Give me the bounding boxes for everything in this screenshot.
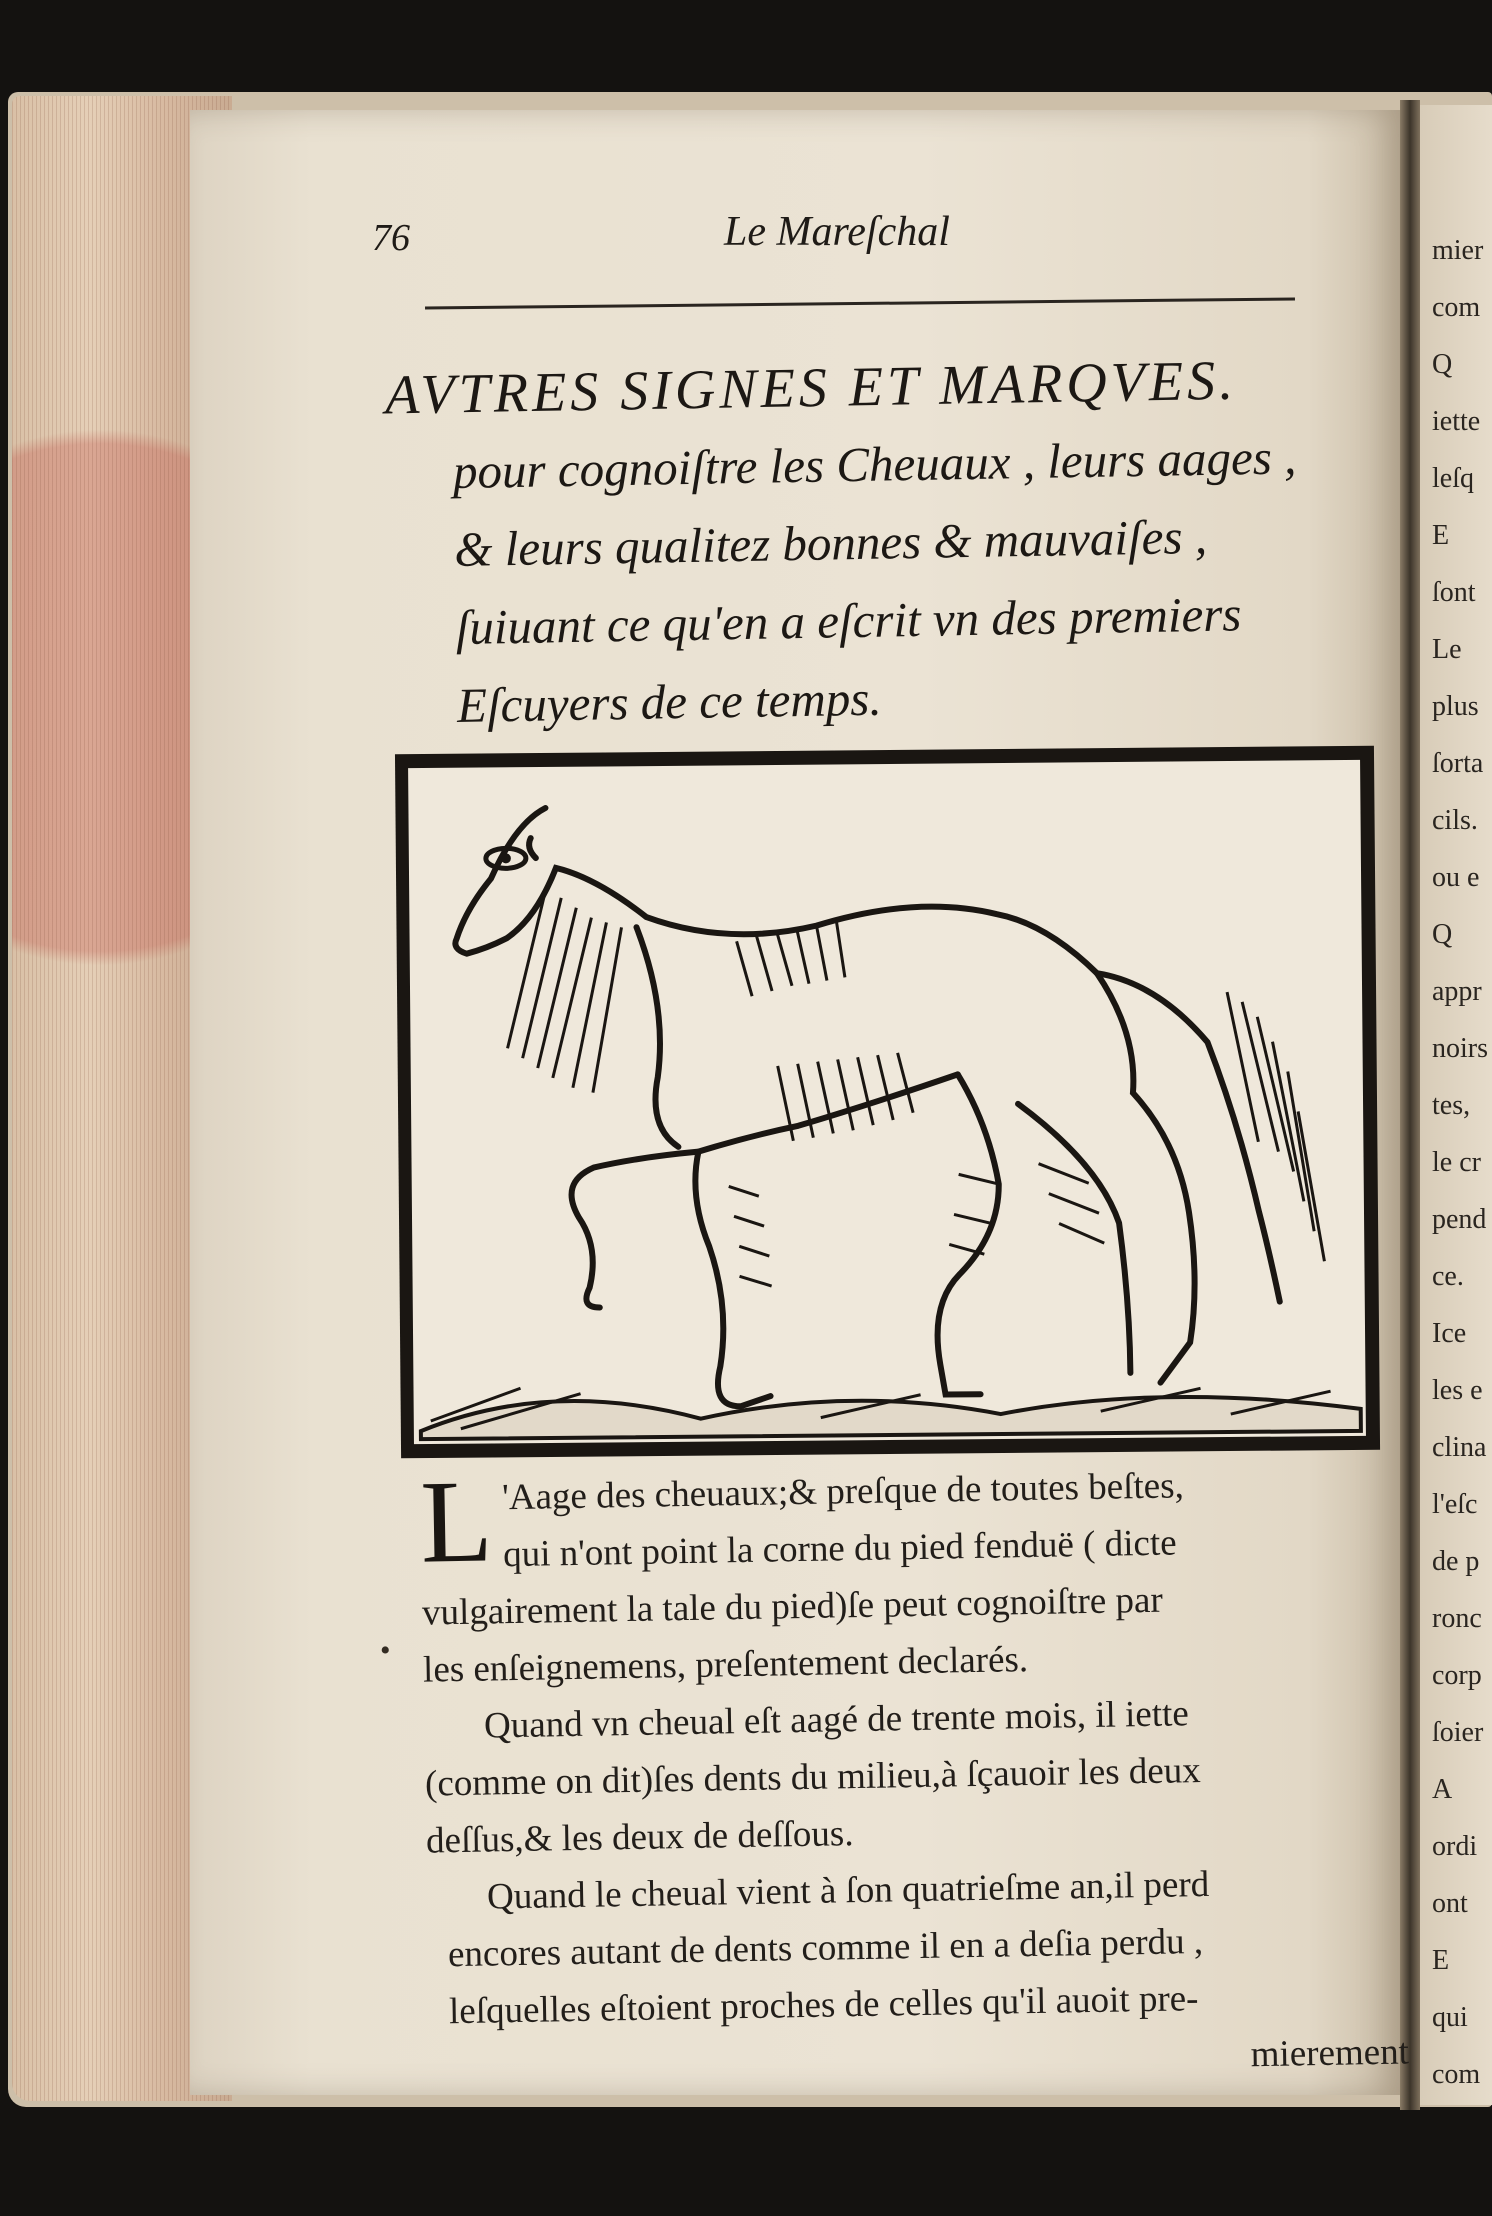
facing-page-fragment: les e bbox=[1432, 1375, 1483, 1406]
facing-page-fragment: ont bbox=[1432, 1888, 1468, 1919]
facing-page-fragment: ſoier bbox=[1432, 1717, 1484, 1748]
facing-page-fragment: A bbox=[1432, 1774, 1453, 1805]
text-line: encores autant de dents comme il en a deſia perdu , bbox=[447, 1921, 1204, 1976]
catchword: mierement bbox=[1250, 2031, 1410, 2076]
facing-page-fragment: mier bbox=[1432, 235, 1484, 266]
facing-page-fragment: pend bbox=[1432, 1204, 1487, 1235]
facing-page-fragment: Le bbox=[1432, 634, 1462, 665]
running-head bbox=[372, 208, 1272, 268]
facing-page-fragment: com bbox=[1432, 2059, 1481, 2090]
facing-page-fragment: E bbox=[1432, 1945, 1450, 1976]
facing-page-fragment: ſont bbox=[1432, 577, 1476, 608]
horse-woodcut-illustration bbox=[395, 741, 1383, 1460]
text-line: qui n'ont point la corne du pied fenduë ( dicte bbox=[502, 1522, 1177, 1576]
facing-page-fragment: tes, bbox=[1432, 1090, 1471, 1121]
facing-page-fragment: E bbox=[1432, 520, 1450, 551]
subheading-line: ſuiuant ce qu'en a eſcrit vn des premiers bbox=[455, 586, 1242, 656]
facing-page bbox=[1420, 105, 1492, 2105]
page-number: 76 bbox=[372, 217, 410, 259]
text-line: (comme on dit)ſes dents du milieu,à ſçauoir les deux bbox=[424, 1750, 1202, 1805]
facing-page-fragment: corp bbox=[1432, 1660, 1482, 1691]
facing-page-fragment: leſq bbox=[1432, 463, 1474, 494]
section-heading: AVTRES SIGNES ET MARQVES. bbox=[384, 349, 1238, 427]
subheading-line: & leurs qualitez bonnes & mauvaiſes , bbox=[453, 508, 1208, 578]
facing-page-fragment: plus bbox=[1432, 691, 1479, 722]
facing-page-fragment: com bbox=[1432, 292, 1481, 323]
text-line: deſſus,& les deux de deſſous. bbox=[425, 1813, 854, 1862]
drop-cap: L bbox=[419, 1455, 494, 1588]
facing-page-fragment: qui bbox=[1432, 2002, 1468, 2033]
body-text bbox=[420, 1453, 1416, 2097]
facing-page-fragment: de p bbox=[1432, 1546, 1480, 1577]
facing-page-fragment: ordi bbox=[1432, 1831, 1478, 1862]
subheading-line: pour cognoiſtre les Cheuaux , leurs aages , bbox=[452, 429, 1297, 500]
facing-page-fragment: Ice bbox=[1432, 1318, 1467, 1349]
facing-page-fragment: iette bbox=[1432, 406, 1481, 437]
facing-page-fragment: ou e bbox=[1432, 862, 1480, 893]
facing-page-fragment: cils. bbox=[1432, 805, 1478, 836]
text-line: leſquelles eſtoient proches de celles qu'il auoit pre- bbox=[448, 1978, 1199, 2033]
text-line: les enſeignemens, preſentement declarés. bbox=[422, 1639, 1029, 1691]
facing-page-fragment: Q bbox=[1432, 919, 1453, 950]
facing-page-fragment: ce. bbox=[1432, 1261, 1464, 1292]
running-title: Le Mareſchal bbox=[724, 209, 950, 255]
section-subheading bbox=[452, 417, 1377, 745]
text-line: Quand le cheual vient à ſon quatrieſme an,il perd bbox=[486, 1863, 1210, 1918]
facing-page-fragment: Q bbox=[1432, 349, 1453, 380]
text-line: vulgairement la tale du pied)ſe peut cognoiſtre par bbox=[421, 1579, 1164, 1634]
facing-page-fragment: ronc bbox=[1432, 1603, 1482, 1634]
facing-page-fragment: ſorta bbox=[1432, 748, 1484, 779]
facing-page-fragment: clina bbox=[1432, 1432, 1487, 1463]
facing-page-fragment: appr bbox=[1432, 976, 1482, 1007]
margin-mark: • bbox=[380, 1634, 391, 1667]
facing-page-fragment: le cr bbox=[1432, 1147, 1481, 1178]
facing-page-fragment: l'eſc bbox=[1432, 1489, 1478, 1520]
subheading-line: Eſcuyers de ce temps. bbox=[456, 670, 883, 734]
facing-page-fragment: noirs bbox=[1432, 1033, 1488, 1064]
text-line: 'Aage des cheuaux;& preſque de toutes beſtes, bbox=[501, 1465, 1185, 1519]
text-line: Quand vn cheual eſt aagé de trente mois, il iette bbox=[483, 1693, 1190, 1747]
